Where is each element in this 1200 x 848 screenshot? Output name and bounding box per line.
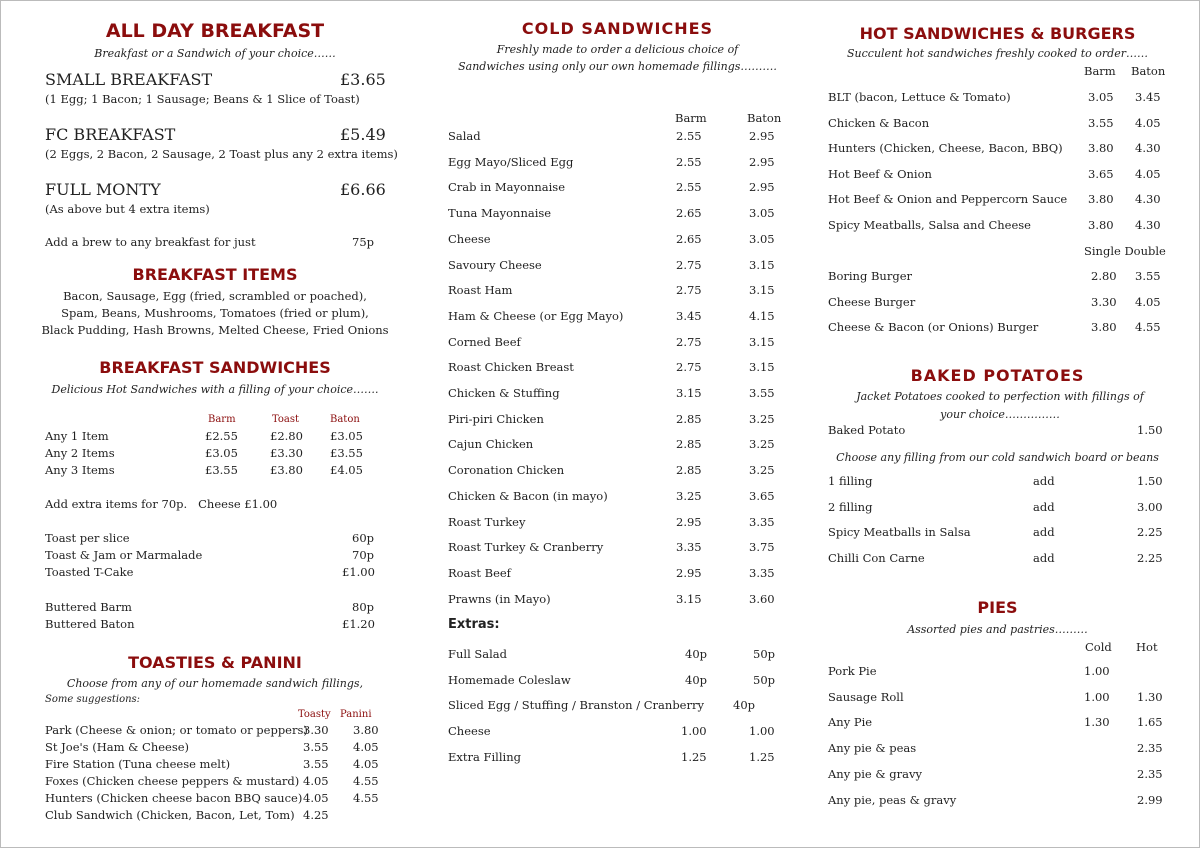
cold-header-baton: Baton bbox=[747, 111, 782, 125]
cold-sandwich-barm-price: 2.65 bbox=[676, 231, 702, 246]
small-breakfast-name: SMALL BREAKFAST bbox=[45, 70, 213, 89]
cold-sandwiches-title: COLD SANDWICHES bbox=[521, 19, 714, 38]
cold-sandwich-baton-price: 2.95 bbox=[749, 180, 775, 195]
hot-sandwich-baton-price: 4.30 bbox=[1135, 192, 1161, 207]
toast-item-name: Toast & Jam or Marmalade bbox=[45, 548, 203, 562]
cold-sandwich-barm-price: 2.85 bbox=[676, 411, 702, 426]
toastie-row-name: Hunters (Chicken cheese bacon BBQ sauce) bbox=[45, 791, 303, 805]
full-monty-name: FULL MONTY bbox=[45, 180, 161, 199]
cold-sandwich-baton-price: 3.60 bbox=[749, 591, 775, 606]
toast-item-name: Toast per slice bbox=[45, 531, 130, 545]
brew-label: Add a brew to any breakfast for just bbox=[45, 235, 256, 249]
burger-double-price: 4.55 bbox=[1135, 320, 1161, 335]
breakfast-sandwiches-title: BREAKFAST SANDWICHES bbox=[99, 358, 331, 377]
column-middle bbox=[445, 0, 790, 848]
small-breakfast-price: £3.65 bbox=[340, 70, 386, 89]
cold-sandwich-baton-price: 3.75 bbox=[749, 540, 775, 555]
pies-header-cold: Cold bbox=[1085, 640, 1112, 654]
toastie-row-name: Fire Station (Tuna cheese melt) bbox=[45, 757, 231, 771]
cold-sandwich-name: Chicken & Stuffing bbox=[448, 386, 560, 400]
pie-hot-price: 2.99 bbox=[1137, 792, 1163, 807]
cold-sandwich-baton-price: 3.35 bbox=[749, 514, 775, 529]
hot-sandwich-barm-price: 3.05 bbox=[1088, 90, 1114, 104]
breakfast-items-line: Black Pudding, Hash Browns, Melted Cheese, Fried Onions bbox=[41, 323, 389, 337]
bsand-row-price: £3.05 bbox=[330, 429, 363, 443]
burger-name: Boring Burger bbox=[828, 269, 912, 283]
potato-filling-price: 2.25 bbox=[1137, 551, 1163, 566]
cold-sandwich-baton-price: 3.15 bbox=[749, 283, 775, 298]
hot-sandwich-baton-price: 4.30 bbox=[1135, 141, 1161, 156]
cold-sandwich-name: Piri-piri Chicken bbox=[448, 411, 544, 426]
fc-breakfast-name: FC BREAKFAST bbox=[45, 125, 176, 144]
hot-header-baton: Baton bbox=[1131, 64, 1166, 78]
toastie-row-name: Club Sandwich (Chicken, Bacon, Let, Tom) bbox=[45, 808, 295, 822]
cold-sandwich-barm-price: 2.55 bbox=[676, 129, 702, 143]
cold-sandwich-baton-price: 2.95 bbox=[749, 154, 775, 169]
hot-sandwich-name: Chicken & Bacon bbox=[828, 115, 930, 130]
baked-potatoes-note: Choose any filling from our cold sandwich board or beans bbox=[836, 451, 1159, 464]
toastie-row-price: 4.55 bbox=[353, 774, 379, 788]
cold-sandwich-name: Prawns (in Mayo) bbox=[448, 591, 551, 606]
bsand-row-name: Any 1 Item bbox=[45, 429, 109, 443]
cold-sandwiches-subtitle: Sandwiches using only our own homemade fillings………. bbox=[458, 60, 777, 73]
hot-sandwich-baton-price: 3.45 bbox=[1135, 90, 1161, 104]
extra-price: 1.00 bbox=[681, 724, 707, 739]
extra-price: 50p bbox=[753, 672, 775, 687]
hot-sandwiches-subtitle: Succulent hot sandwiches freshly cooked to order…… bbox=[847, 47, 1148, 60]
cold-sandwich-barm-price: 2.95 bbox=[676, 514, 702, 529]
cold-sandwich-baton-price: 3.25 bbox=[749, 463, 775, 478]
cold-sandwich-baton-price: 3.15 bbox=[749, 360, 775, 375]
buttered-item-name: Buttered Baton bbox=[45, 617, 135, 631]
potato-filling-add: add bbox=[1033, 499, 1055, 514]
potato-filling-add: add bbox=[1033, 474, 1055, 488]
toasties-subtitle: Choose from any of our homemade sandwich fillings, bbox=[66, 677, 364, 690]
toasties-header-panini: Panini bbox=[340, 709, 372, 720]
extra-price: 1.25 bbox=[749, 749, 775, 764]
toastie-row-name: Park (Cheese & onion; or tomato or peppers) bbox=[45, 723, 308, 737]
cold-sandwich-baton-price: 3.05 bbox=[749, 206, 775, 221]
cold-sandwich-barm-price: 3.35 bbox=[676, 540, 702, 555]
pies-subtitle: Assorted pies and pastries……… bbox=[907, 623, 1088, 636]
cold-sandwich-name: Coronation Chicken bbox=[448, 463, 565, 478]
pie-name: Any pie, peas & gravy bbox=[828, 792, 957, 807]
hot-sandwich-barm-price: 3.80 bbox=[1088, 192, 1114, 207]
extra-name: Extra Filling bbox=[448, 749, 521, 764]
extra-price: 40p bbox=[685, 647, 707, 661]
hot-sandwich-name: Hunters (Chicken, Cheese, Bacon, BBQ) bbox=[828, 141, 1063, 156]
cold-header-barm: Barm bbox=[675, 111, 707, 125]
extra-name: Cheese bbox=[448, 724, 491, 739]
burger-double-price: 3.55 bbox=[1135, 269, 1161, 283]
cold-sandwich-barm-price: 2.75 bbox=[676, 257, 702, 272]
potato-filling-price: 2.25 bbox=[1137, 525, 1163, 540]
extra-name: Full Salad bbox=[448, 647, 508, 661]
cold-sandwich-barm-price: 2.75 bbox=[676, 334, 702, 349]
cold-sandwich-baton-price: 3.55 bbox=[749, 386, 775, 400]
cold-sandwich-barm-price: 2.95 bbox=[676, 565, 702, 580]
hot-sandwich-baton-price: 4.05 bbox=[1135, 115, 1161, 130]
bsand-header-toast: Toast bbox=[272, 414, 300, 425]
burger-single-price: 3.80 bbox=[1091, 320, 1117, 335]
cold-sandwich-barm-price: 3.25 bbox=[676, 488, 702, 503]
toasties-title: TOASTIES & PANINI bbox=[128, 653, 302, 672]
small-breakfast-desc: (1 Egg; 1 Bacon; 1 Sausage; Beans & 1 Slice of Toast) bbox=[45, 92, 360, 106]
column-left bbox=[40, 0, 398, 848]
pie-name: Pork Pie bbox=[828, 664, 877, 678]
burger-headers: Single Double bbox=[1084, 244, 1166, 258]
pie-hot-price: 1.65 bbox=[1137, 715, 1163, 730]
cold-sandwich-baton-price: 3.15 bbox=[749, 257, 775, 272]
toastie-row-price: 3.30 bbox=[303, 723, 329, 737]
cold-sandwich-baton-price: 3.25 bbox=[749, 411, 775, 426]
cold-sandwich-name: Roast Beef bbox=[448, 565, 511, 580]
cold-sandwich-barm-price: 2.75 bbox=[676, 360, 702, 375]
pies-header-hot: Hot bbox=[1136, 640, 1158, 654]
bsand-row-name: Any 3 Items bbox=[45, 463, 115, 477]
bsand-row-price: £3.05 bbox=[205, 446, 238, 460]
hot-sandwich-barm-price: 3.80 bbox=[1088, 218, 1114, 232]
buttered-item-price: 80p bbox=[352, 600, 374, 614]
hot-sandwich-name: Hot Beef & Onion and Peppercorn Sauce bbox=[828, 192, 1068, 207]
cold-sandwich-barm-price: 2.55 bbox=[676, 154, 702, 169]
hot-sandwich-baton-price: 4.05 bbox=[1135, 166, 1161, 181]
cold-sandwich-barm-price: 2.75 bbox=[676, 283, 702, 298]
pies-title: PIES bbox=[977, 598, 1018, 617]
cold-sandwich-name: Tuna Mayonnaise bbox=[448, 206, 552, 221]
extra-price: 1.00 bbox=[749, 724, 775, 739]
cold-sandwich-name: Ham & Cheese (or Egg Mayo) bbox=[448, 308, 624, 323]
pie-cold-price: 1.00 bbox=[1084, 689, 1110, 704]
toastie-row-price: 4.55 bbox=[353, 791, 379, 805]
hot-sandwiches-title: HOT SANDWICHES & BURGERS bbox=[859, 24, 1136, 43]
potato-filling-add: add bbox=[1033, 551, 1055, 566]
pie-cold-price: 1.00 bbox=[1084, 664, 1110, 678]
cold-sandwich-barm-price: 3.15 bbox=[676, 591, 702, 606]
toastie-row-price: 4.05 bbox=[353, 740, 379, 754]
extras-title: Extras: bbox=[448, 617, 500, 632]
pie-cold-price: 1.30 bbox=[1084, 715, 1110, 730]
hot-sandwich-name: BLT (bacon, Lettuce & Tomato) bbox=[828, 90, 1011, 104]
cold-sandwich-baton-price: 2.95 bbox=[749, 129, 775, 143]
all-day-breakfast-subtitle: Breakfast or a Sandwich of your choice…… bbox=[94, 47, 336, 60]
potato-filling-name: 2 filling bbox=[828, 499, 873, 514]
buttered-item-name: Buttered Barm bbox=[45, 600, 132, 614]
cold-sandwich-name: Chicken & Bacon (in mayo) bbox=[448, 488, 608, 503]
hot-sandwich-barm-price: 3.65 bbox=[1088, 166, 1114, 181]
pie-hot-price: 2.35 bbox=[1137, 741, 1163, 756]
toast-item-price: 60p bbox=[352, 531, 374, 545]
cold-sandwich-baton-price: 3.65 bbox=[749, 488, 775, 503]
pie-name: Any Pie bbox=[828, 715, 873, 730]
cold-sandwich-name: Roast Chicken Breast bbox=[448, 360, 574, 375]
breakfast-items-line: Bacon, Sausage, Egg (fried, scrambled or poached), bbox=[63, 289, 367, 303]
extra-name: Homemade Coleslaw bbox=[448, 672, 571, 687]
fc-breakfast-price: £5.49 bbox=[340, 125, 386, 144]
hot-sandwich-name: Spicy Meatballs, Salsa and Cheese bbox=[828, 218, 1031, 232]
toastie-row-price: 3.80 bbox=[353, 723, 379, 737]
burger-single-price: 3.30 bbox=[1091, 294, 1117, 309]
burger-double-price: 4.05 bbox=[1135, 294, 1161, 309]
full-monty-price: £6.66 bbox=[340, 180, 386, 199]
toastie-row-name: Foxes (Chicken cheese peppers & mustard) bbox=[45, 774, 300, 788]
hot-sandwich-barm-price: 3.55 bbox=[1088, 115, 1114, 130]
bsand-extras: Add extra items for 70p. Cheese £1.00 bbox=[45, 497, 278, 511]
extra-price: 1.25 bbox=[681, 749, 707, 764]
fc-breakfast-desc: (2 Eggs, 2 Bacon, 2 Sausage, 2 Toast plus any 2 extra items) bbox=[45, 147, 398, 161]
potato-filling-price: 3.00 bbox=[1137, 499, 1163, 514]
buttered-item-price: £1.20 bbox=[342, 617, 375, 631]
all-day-breakfast-title: ALL DAY BREAKFAST bbox=[105, 20, 325, 42]
toastie-row-price: 4.05 bbox=[303, 774, 329, 788]
bsand-row-price: £2.80 bbox=[270, 429, 303, 443]
bsand-row-price: £4.05 bbox=[330, 463, 363, 477]
cold-sandwich-barm-price: 3.15 bbox=[676, 386, 702, 400]
cold-sandwich-barm-price: 2.55 bbox=[676, 180, 702, 195]
hot-sandwich-baton-price: 4.30 bbox=[1135, 218, 1161, 232]
bsand-row-price: £3.55 bbox=[330, 446, 363, 460]
potato-filling-name: Spicy Meatballs in Salsa bbox=[828, 525, 971, 540]
burger-name: Cheese Burger bbox=[828, 294, 916, 309]
extra-name: Sliced Egg / Stuffing / Branston / Cranberry bbox=[448, 698, 704, 713]
bsand-row-price: £3.80 bbox=[270, 463, 303, 477]
hot-header-barm: Barm bbox=[1084, 64, 1116, 78]
potato-filling-price: 1.50 bbox=[1137, 474, 1163, 488]
bsand-header-barm: Barm bbox=[208, 414, 236, 425]
cold-sandwich-name: Corned Beef bbox=[448, 334, 521, 349]
cold-sandwich-baton-price: 4.15 bbox=[749, 308, 775, 323]
cold-sandwich-name: Crab in Mayonnaise bbox=[448, 180, 566, 195]
brew-price: 75p bbox=[352, 235, 374, 249]
pie-name: Any pie & peas bbox=[828, 741, 917, 756]
cold-sandwich-name: Roast Ham bbox=[448, 283, 513, 298]
toasties-header-toasty: Toasty bbox=[298, 709, 331, 720]
pie-name: Sausage Roll bbox=[828, 689, 904, 704]
cold-sandwich-name: Egg Mayo/Sliced Egg bbox=[448, 154, 574, 169]
toastie-row-price: 3.55 bbox=[303, 757, 329, 771]
pie-name: Any pie & gravy bbox=[828, 766, 922, 781]
cold-sandwich-name: Roast Turkey & Cranberry bbox=[448, 540, 604, 555]
cold-sandwich-barm-price: 2.85 bbox=[676, 463, 702, 478]
toastie-row-price: 3.55 bbox=[303, 740, 329, 754]
breakfast-sandwiches-subtitle: Delicious Hot Sandwiches with a filling of your choice……. bbox=[51, 383, 379, 396]
baked-potatoes-subtitle: Jacket Potatoes cooked to perfection with fillings of your choice…………… bbox=[856, 390, 1144, 421]
extra-price: 40p bbox=[733, 698, 755, 713]
cold-sandwich-baton-price: 3.25 bbox=[749, 437, 775, 452]
cold-sandwich-name: Roast Turkey bbox=[448, 514, 526, 529]
baked-potato-name: Baked Potato bbox=[828, 423, 906, 437]
cold-sandwiches-subtitle: Freshly made to order a delicious choice of bbox=[496, 43, 739, 56]
bsand-header-baton: Baton bbox=[330, 414, 360, 425]
cold-sandwich-barm-price: 3.45 bbox=[676, 308, 702, 323]
cold-sandwich-baton-price: 3.05 bbox=[749, 231, 775, 246]
toasties-suggestions: Some suggestions: bbox=[45, 694, 141, 705]
toast-item-price: 70p bbox=[352, 548, 374, 562]
cold-sandwich-baton-price: 3.15 bbox=[749, 334, 775, 349]
toast-item-name: Toasted T-Cake bbox=[45, 565, 134, 579]
bsand-row-price: £3.55 bbox=[205, 463, 238, 477]
full-monty-desc: (As above but 4 extra items) bbox=[45, 202, 210, 216]
extra-price: 50p bbox=[753, 647, 775, 661]
toastie-row-price: 4.05 bbox=[353, 757, 379, 771]
hot-sandwich-name: Hot Beef & Onion bbox=[828, 166, 932, 181]
baked-potato-price: 1.50 bbox=[1137, 423, 1163, 437]
bsand-row-price: £3.30 bbox=[270, 446, 303, 460]
potato-filling-add: add bbox=[1033, 525, 1055, 540]
cold-sandwich-barm-price: 2.85 bbox=[676, 437, 702, 452]
cold-sandwich-baton-price: 3.35 bbox=[749, 565, 775, 580]
breakfast-items-list bbox=[40, 288, 390, 339]
toastie-row-price: 4.25 bbox=[303, 808, 329, 822]
bsand-row-name: Any 2 Items bbox=[45, 446, 115, 460]
potato-filling-name: 1 filling bbox=[828, 474, 873, 488]
cold-sandwich-barm-price: 2.65 bbox=[676, 206, 702, 221]
extra-price: 40p bbox=[685, 672, 707, 687]
cold-sandwich-name: Salad bbox=[448, 129, 481, 143]
toastie-row-price: 4.05 bbox=[303, 791, 329, 805]
column-right bbox=[825, 0, 1170, 848]
cold-sandwich-name: Cheese bbox=[448, 231, 491, 246]
toastie-row-name: St Joe's (Ham & Cheese) bbox=[45, 740, 190, 754]
pie-hot-price: 2.35 bbox=[1137, 766, 1163, 781]
bsand-row-price: £2.55 bbox=[205, 429, 238, 443]
hot-sandwich-barm-price: 3.80 bbox=[1088, 141, 1114, 156]
burger-name: Cheese & Bacon (or Onions) Burger bbox=[828, 320, 1039, 335]
baked-potatoes-title: BAKED POTATOES bbox=[910, 366, 1085, 385]
breakfast-items-line: Spam, Beans, Mushrooms, Tomatoes (fried or plum), bbox=[61, 306, 369, 320]
cold-sandwich-name: Cajun Chicken bbox=[448, 437, 534, 452]
pie-hot-price: 1.30 bbox=[1137, 689, 1163, 704]
breakfast-items-title: BREAKFAST ITEMS bbox=[132, 265, 298, 284]
burger-single-price: 2.80 bbox=[1091, 269, 1117, 283]
cold-sandwich-name: Savoury Cheese bbox=[448, 257, 542, 272]
toast-item-price: £1.00 bbox=[342, 565, 375, 579]
potato-filling-name: Chilli Con Carne bbox=[828, 551, 925, 566]
